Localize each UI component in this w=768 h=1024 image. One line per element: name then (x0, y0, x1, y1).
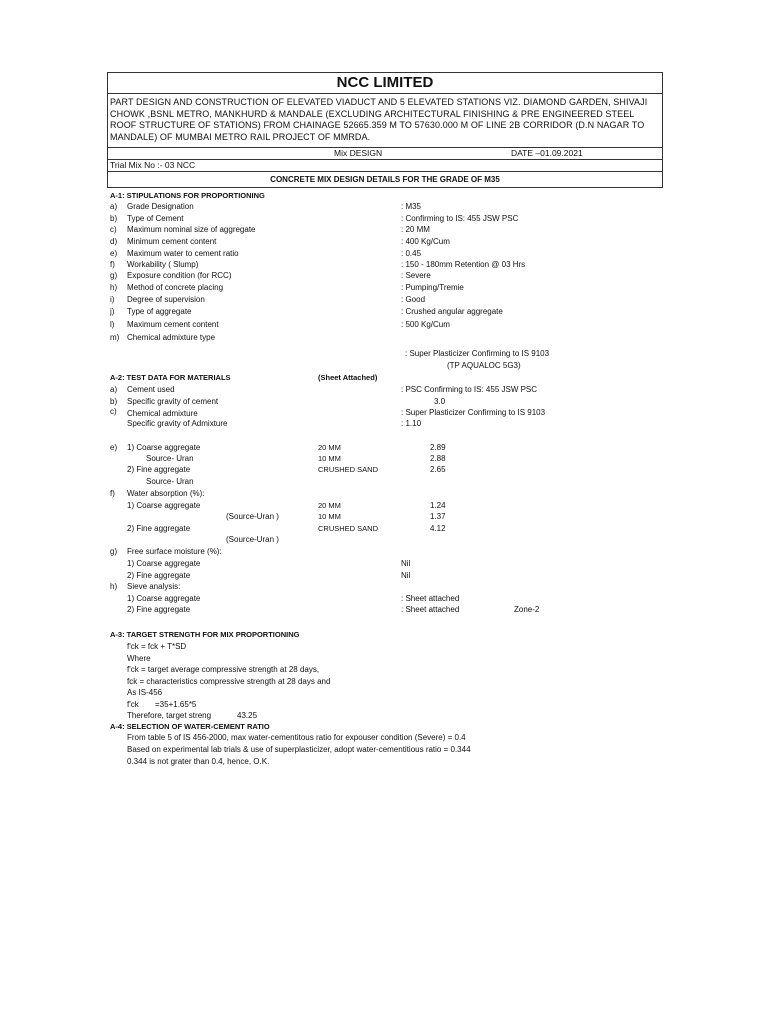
row-label: Specific gravity of Admixture (127, 419, 228, 428)
row-value: Nil (401, 571, 411, 580)
document-header (107, 72, 663, 188)
row-value: : Pumping/Tremie (401, 283, 464, 292)
row-label: Type of Cement (127, 214, 184, 223)
calc-expression: =35+1.65*5 (155, 700, 197, 709)
row-key: j) (110, 307, 115, 316)
row-key: f) (110, 489, 115, 498)
row-label: Maximum water to cement ratio (127, 249, 239, 258)
row-key: a) (110, 202, 118, 211)
row-value: : 500 Kg/Cum (401, 320, 450, 329)
row-value: 2.89 (430, 443, 446, 452)
source-label: Source- Uran (146, 477, 194, 486)
section-heading: A-2: TEST DATA FOR MATERIALS (110, 373, 231, 382)
row-value: 3.0 (434, 397, 446, 406)
row-value: : Confirming to IS: 455 JSW PSC (401, 214, 519, 223)
definition: f'ck = target average compressive strength at 28 days, (127, 665, 320, 674)
row-value: 4.12 (430, 524, 446, 533)
row-value: 2.88 (430, 454, 446, 463)
wc-line: From table 5 of IS 456-2000, max water-cementitous ratio for expouser condition (Severe) = 0.4 (127, 733, 466, 742)
project-description: PART DESIGN AND CONSTRUCTION OF ELEVATED VIADUCT AND 5 ELEVATED STATIONS VIZ. DIAMOND GARDEN, SHIVAJI CHOWK ,BSNL METRO, MANKHURD & MANDALE (EXCLUDING ARCHITECTURAL FINISHING & PRE ENGINEERED STEEL ROOF STRUCTURE OF STATIONS) FROM CHAINAGE 52665.359 M TO 57630.000 M OF LINE 2B CORRIDOR (D.N NAGAR TO MANDALE) OF MUMBAI METRO RAIL PROJECT OF MMRDA. (108, 94, 662, 148)
row-value: : Sheet attached (401, 605, 460, 614)
source-label: (Source-Uran ) (226, 535, 279, 544)
row-value: Nil (401, 559, 411, 568)
row-value: : 150 - 180mm Retention @ 03 Hrs (401, 260, 526, 269)
therefore-label: Therefore, target streng (127, 711, 212, 720)
mix-design-label: Mix DESIGN (334, 148, 383, 158)
row-label: 2) Fine aggregate (127, 605, 191, 614)
calc-label: f'ck (127, 700, 139, 709)
sheet-note: (Sheet Attached) (318, 373, 378, 382)
row-value: : 0.45 (401, 249, 422, 258)
zone-label: Zone-2 (514, 605, 540, 614)
row-key: c) (110, 225, 117, 234)
row-value: : Crushed angular aggregate (401, 307, 503, 316)
row-key: h) (110, 582, 118, 591)
row-value: : 20 MM (401, 225, 430, 234)
row-label: 2) Fine aggregate (127, 465, 191, 474)
aggregate-size: 10 MM (318, 454, 341, 463)
row-key: i) (110, 295, 115, 304)
row-label: Method of concrete placing (127, 283, 224, 292)
row-key: b) (110, 214, 118, 223)
wc-line: Based on experimental lab trials & use of superplasticizer, adopt water-cementitious ratio = 0.344 (127, 745, 471, 754)
row-key: b) (110, 397, 118, 406)
admixture-type-value: : Super Plasticizer Confirming to IS 9103 (405, 349, 550, 358)
row-label: Water absorption (%): (127, 489, 205, 498)
source-label: (Source-Uran ) (226, 512, 279, 521)
row-value: : Severe (401, 271, 431, 280)
row-label: Exposure condition (for RCC) (127, 271, 232, 280)
row-key: c) (110, 407, 117, 416)
row-value: : Super Plasticizer Confirming to IS 9103 (401, 408, 546, 417)
row-value: : Good (401, 295, 426, 304)
aggregate-size: 10 MM (318, 512, 341, 521)
row-key: e) (110, 249, 118, 258)
admixture-brand: (TP AQUALOC 5G3) (447, 361, 521, 370)
row-label: Workability ( Slump) (127, 260, 199, 269)
section-heading: A-3: TARGET STRENGTH FOR MIX PROPORTIONING (110, 630, 300, 639)
row-key: f) (110, 260, 115, 269)
row-label: Sieve analysis: (127, 582, 181, 591)
source-label: Source- Uran (146, 454, 194, 463)
row-label: Maximum nominal size of aggregate (127, 225, 256, 234)
trial-mix-number: Trial Mix No :- 03 NCC (108, 160, 662, 172)
row-key: a) (110, 385, 118, 394)
row-label: Cement used (127, 385, 175, 394)
section-heading: A-4: SELECTION OF WATER-CEMENT RATIO (110, 722, 270, 731)
row-label: Free surface moisture (%): (127, 547, 222, 556)
row-key: e) (110, 443, 118, 452)
target-strength-value: 43.25 (237, 711, 258, 720)
definition: fck = characteristics compressive strength at 28 days and (127, 677, 331, 686)
row-label: Chemical admixture (127, 409, 198, 418)
date-label: DATE –01.09.2021 (511, 148, 583, 158)
row-label: 2) Fine aggregate (127, 571, 191, 580)
row-label: Chemical admixture type (127, 333, 216, 342)
document-title: CONCRETE MIX DESIGN DETAILS FOR THE GRADE OF M35 (270, 175, 500, 184)
row-label: 1) Coarse aggregate (127, 559, 201, 568)
row-value: : Sheet attached (401, 594, 460, 603)
row-value: 2.65 (430, 465, 446, 474)
section-heading: A-1: STIPULATIONS FOR PROPORTIONING (110, 191, 265, 200)
row-value: : 400 Kg/Cum (401, 237, 450, 246)
mix-design-row (108, 148, 662, 160)
row-label: Maximum cement content (127, 320, 219, 329)
aggregate-size: 20 MM (318, 443, 341, 452)
row-label: Specific gravity of cement (127, 397, 219, 406)
row-label: 1) Coarse aggregate (127, 443, 201, 452)
row-label: Type of aggregate (127, 307, 192, 316)
row-key: m) (110, 333, 120, 342)
aggregate-type: CRUSHED SAND (318, 524, 379, 533)
row-label: Minimum cement content (127, 237, 217, 246)
row-value: 1.24 (430, 501, 446, 510)
row-label: Degree of supervision (127, 295, 205, 304)
company-name: NCC LIMITED (108, 73, 662, 94)
row-label: 1) Coarse aggregate (127, 594, 201, 603)
row-value: : 1.10 (401, 419, 422, 428)
row-label: Grade Designation (127, 202, 194, 211)
definition: As IS-456 (127, 688, 163, 697)
row-value: 1.37 (430, 512, 446, 521)
row-label: 2) Fine aggregate (127, 524, 191, 533)
where-label: Where (127, 654, 151, 663)
row-label: 1) Coarse aggregate (127, 501, 201, 510)
row-key: d) (110, 237, 118, 246)
row-key: g) (110, 547, 118, 556)
row-key: g) (110, 271, 118, 280)
aggregate-type: CRUSHED SAND (318, 465, 379, 474)
row-value: : PSC Confirming to IS: 455 JSW PSC (401, 385, 538, 394)
wc-line: 0.344 is not grater than 0.4, hence, O.K. (127, 757, 270, 766)
row-value: : M35 (401, 202, 422, 211)
row-key: h) (110, 283, 118, 292)
aggregate-size: 20 MM (318, 501, 341, 510)
formula: f'ck = fck + T*SD (127, 642, 187, 651)
row-key: l) (110, 320, 115, 329)
